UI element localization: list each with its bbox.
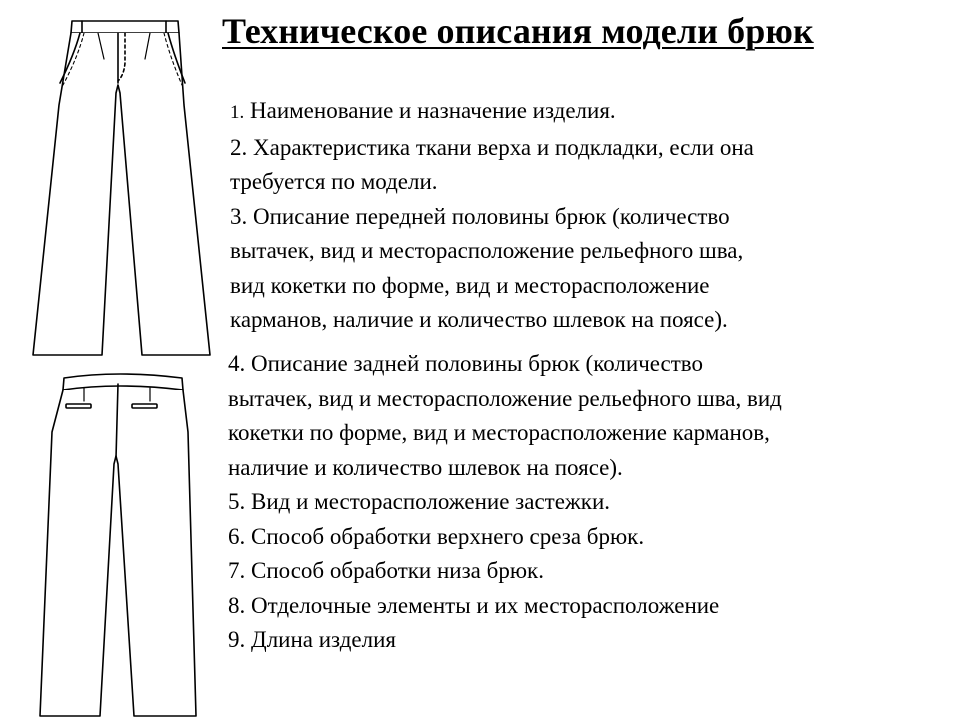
item-line bbox=[228, 554, 948, 589]
back-trousers-outline bbox=[40, 390, 196, 716]
item-number: 3. bbox=[230, 203, 248, 229]
front-trousers-outline bbox=[33, 33, 210, 355]
item-text: кокетки по форме, вид и месторасположение карманов, bbox=[228, 420, 770, 445]
list-item bbox=[230, 200, 930, 338]
item-number: 4. bbox=[228, 351, 246, 376]
item-text: наличие и количество шлевок на поясе). bbox=[228, 454, 623, 480]
item-line bbox=[228, 347, 948, 382]
list-item bbox=[228, 589, 948, 624]
front-waistband bbox=[71, 21, 179, 33]
item-line bbox=[228, 485, 948, 520]
item-text: вытачек, вид и месторасположение рельефного шва, bbox=[230, 238, 744, 263]
item-line bbox=[228, 623, 948, 658]
item-number: 7. bbox=[228, 558, 246, 583]
item-text: карманов, наличие и количество шлевок на поясе). bbox=[230, 307, 728, 332]
front-trousers-sketch bbox=[30, 15, 215, 360]
list-item bbox=[228, 347, 948, 485]
item-text: Способ обработки низа брюк. bbox=[245, 558, 544, 583]
description-list-part-2 bbox=[228, 347, 948, 658]
item-text: Описание передней половины брюк (количество bbox=[247, 203, 730, 229]
list-item bbox=[230, 131, 930, 200]
item-number: 9. bbox=[228, 627, 246, 652]
item-line bbox=[228, 520, 948, 555]
item-number: 8. bbox=[228, 592, 246, 618]
item-text: Длина изделия bbox=[245, 627, 396, 652]
item-text: Описание задней половины брюк (количество bbox=[245, 351, 704, 376]
item-text: вытачек, вид и месторасположение рельефного шва, вид bbox=[228, 385, 782, 411]
item-line bbox=[230, 200, 930, 235]
item-text: Характеристика ткани верха и подкладки, если она bbox=[247, 134, 754, 160]
item-line bbox=[230, 131, 930, 166]
item-text: Вид и месторасположение застежки. bbox=[245, 489, 611, 514]
item-text: вид кокетки по форме, вид и месторасположение bbox=[230, 272, 710, 298]
item-line bbox=[228, 589, 948, 624]
item-text: Отделочные элементы и их месторасположение bbox=[245, 592, 720, 618]
item-number: 2. bbox=[230, 134, 248, 160]
page-title: Техническое описания модели брюк bbox=[222, 11, 814, 51]
list-item bbox=[228, 485, 948, 520]
item-text: Способ обработки верхнего среза брюк. bbox=[245, 523, 645, 549]
list-item bbox=[228, 623, 948, 658]
list-item bbox=[230, 94, 930, 131]
item-number: 6. bbox=[228, 523, 246, 549]
back-trousers-sketch bbox=[38, 368, 200, 720]
back-waistband bbox=[63, 374, 183, 390]
description-list-part-1 bbox=[230, 94, 930, 338]
item-text: требуется по модели. bbox=[230, 169, 438, 194]
item-line bbox=[230, 94, 930, 131]
item-text: Наименование и назначение изделия. bbox=[244, 98, 616, 123]
item-number: 5. bbox=[228, 489, 246, 514]
list-item bbox=[228, 520, 948, 555]
item-number: 1. bbox=[230, 102, 245, 123]
list-item bbox=[228, 554, 948, 589]
